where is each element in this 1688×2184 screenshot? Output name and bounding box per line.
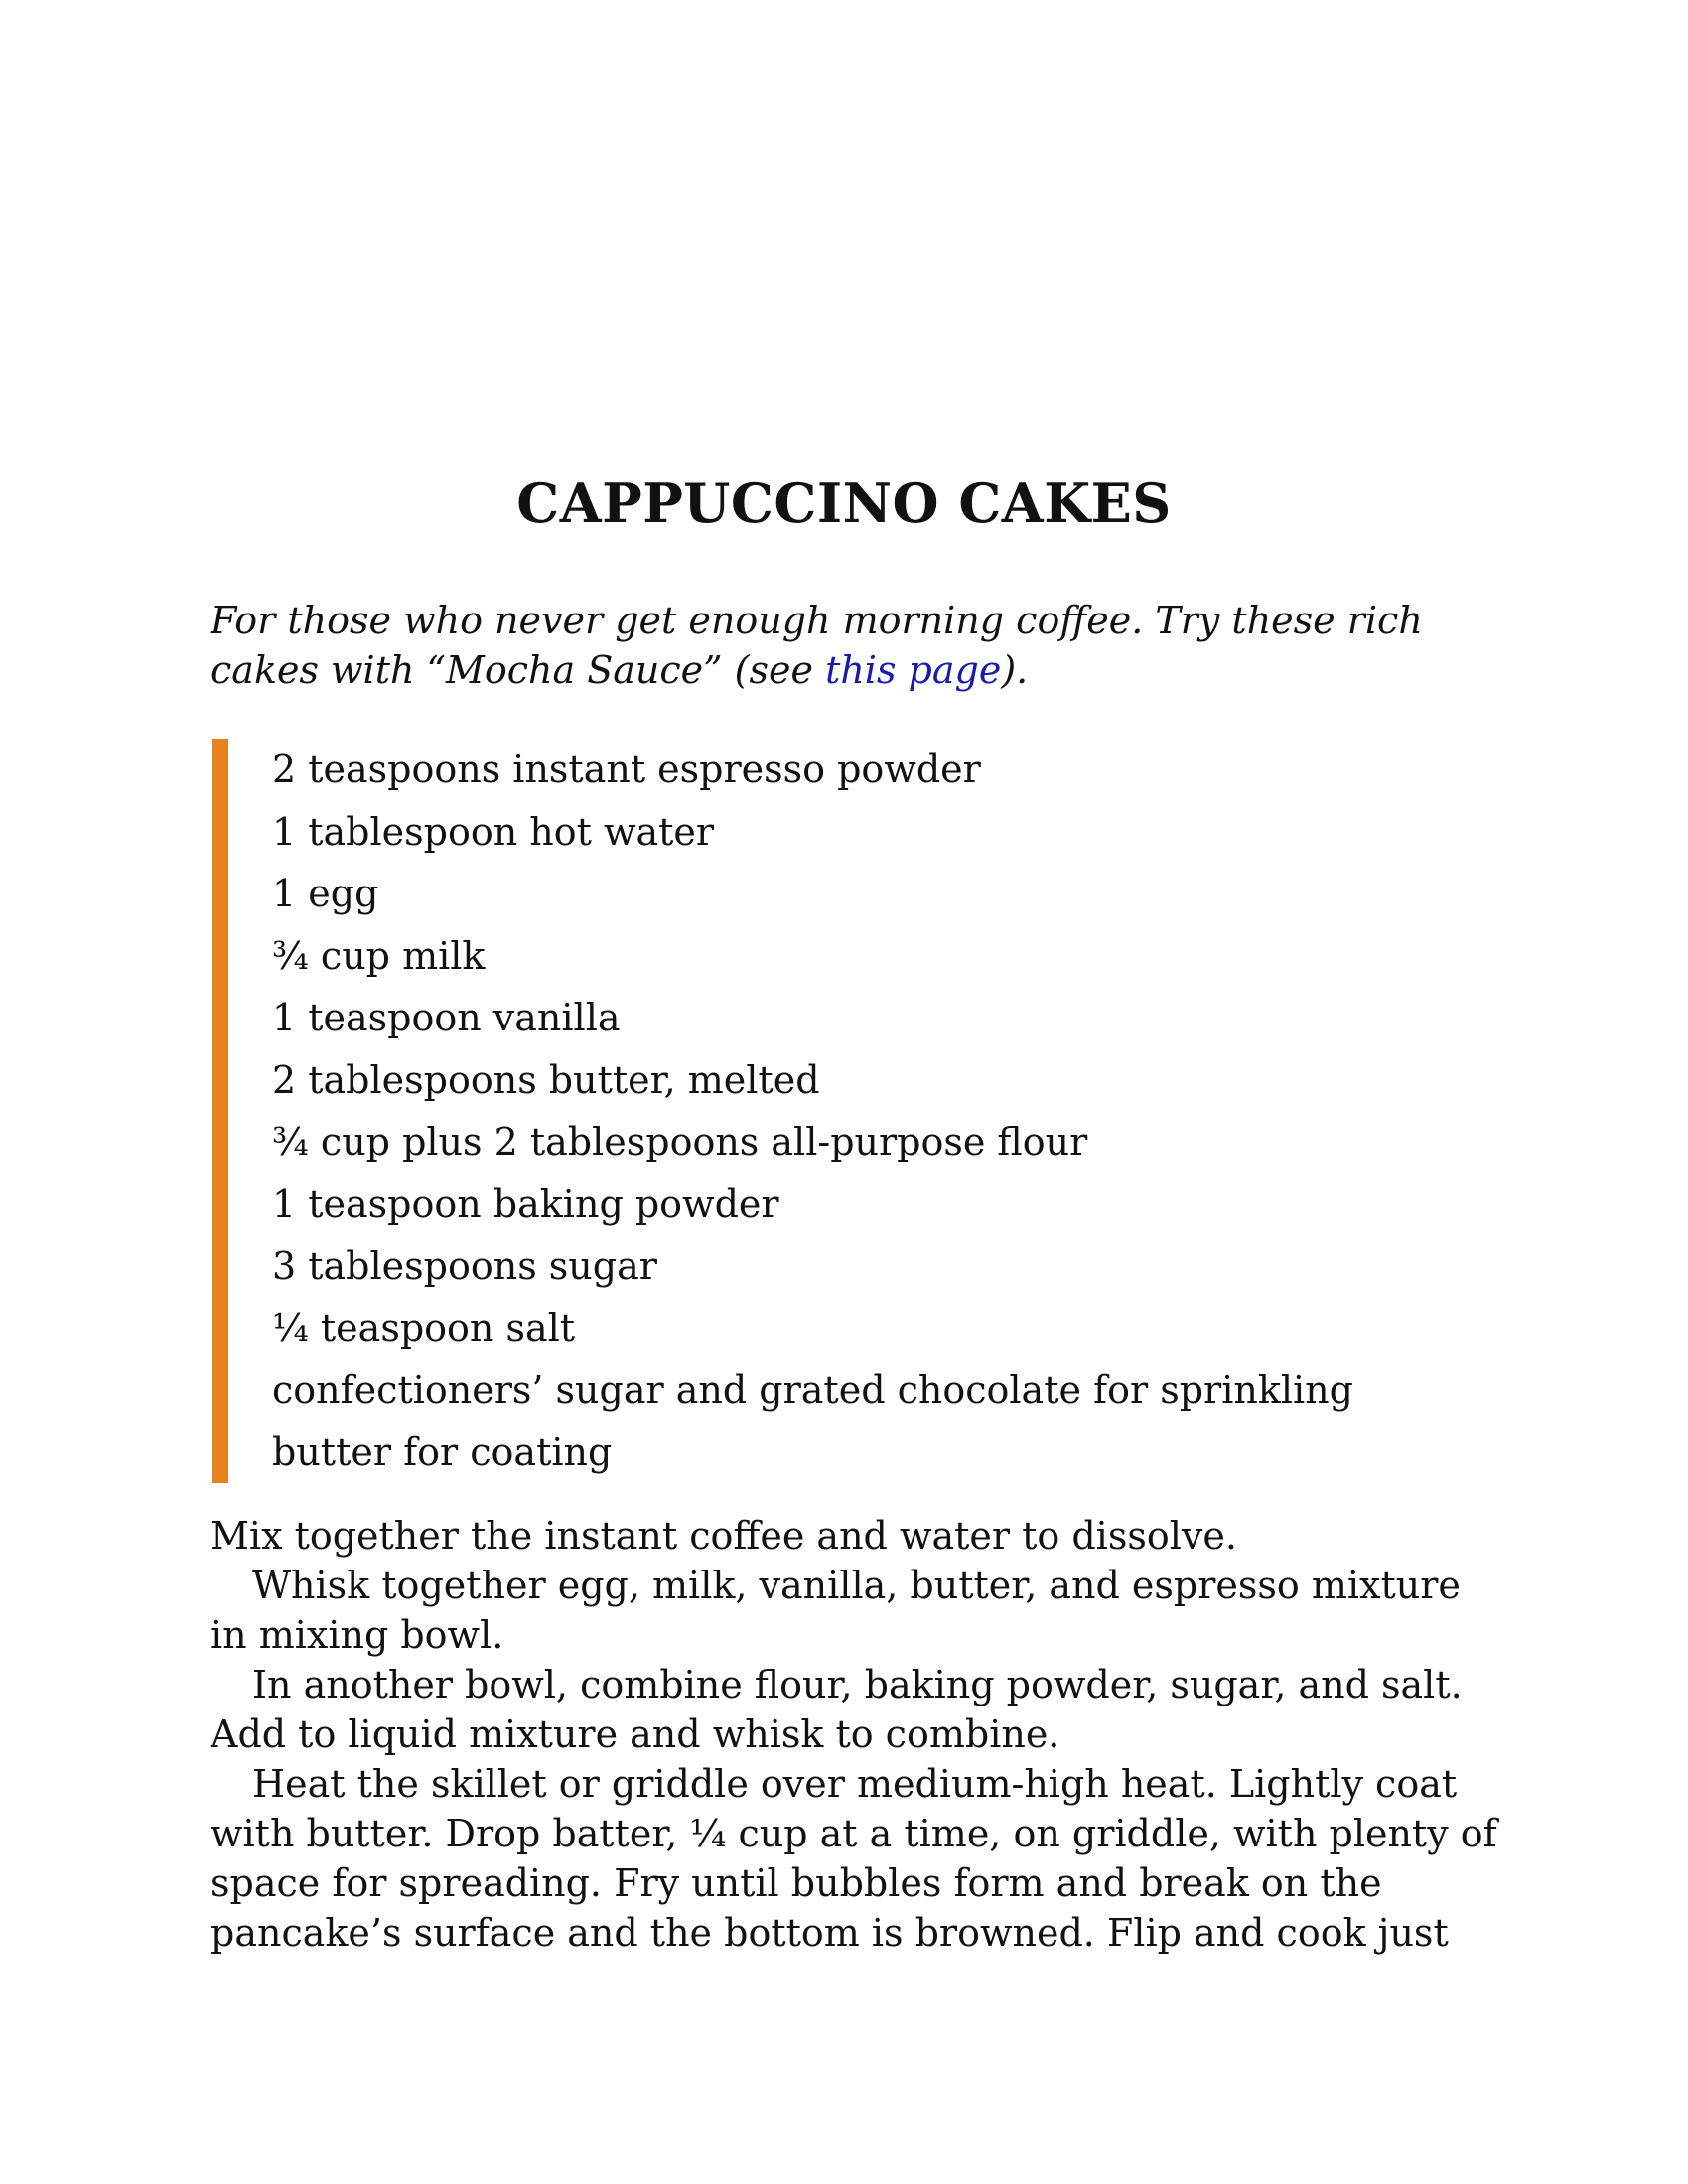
intro-text-end: ).: [1001, 648, 1029, 692]
ingredient-item: ¾ cup milk: [272, 933, 486, 978]
direction-paragraph: Heat the skillet or griddle over medium-high heat. Lightly coat with butter. Drop batter, ¼ cup at a time, on griddle, with plenty of space for spreading. Fry until bubbles form and break on the pancake’s surface and the bottom is browned. Flip and cook just: [211, 1762, 1497, 1955]
ingredient-list: [212, 739, 1479, 1483]
ingredient-item: confectioners’ sugar and grated chocolate for sprinkling: [272, 1368, 1353, 1412]
ingredient-item: ¾ cup plus 2 tablespoons all-purpose flour: [272, 1120, 1088, 1163]
recipe-intro: [211, 596, 1501, 695]
ingredient-item: 2 tablespoons butter, melted: [272, 1057, 820, 1102]
ingredient-item: ¼ teaspoon salt: [272, 1305, 576, 1350]
direction-paragraph: Whisk together egg, milk, vanilla, butter, and espresso mixture in mixing bowl.: [211, 1564, 1461, 1657]
ingredient-item: 1 egg: [272, 872, 379, 915]
mocha-sauce-page-link[interactable]: this page: [825, 648, 1002, 692]
ingredient-item: 1 teaspoon baking powder: [272, 1181, 779, 1226]
direction-paragraph: Mix together the instant coffee and water to dissolve.: [211, 1514, 1237, 1558]
intro-text-start: For those who never get enough morning coffee. Try these rich cakes with “Mocha Sauce” (see: [211, 599, 1423, 692]
ingredient-item: butter for coating: [272, 1430, 613, 1474]
recipe-title: CAPPUCCINO CAKES: [516, 472, 1172, 535]
ingredient-item: 1 teaspoon vanilla: [272, 996, 621, 1039]
recipe-directions: [211, 1511, 1501, 1958]
ingredient-item: 2 teaspoons instant espresso powder: [272, 748, 981, 791]
ingredient-item: 3 tablespoons sugar: [272, 1244, 657, 1288]
direction-paragraph: In another bowl, combine flour, baking powder, sugar, and salt. Add to liquid mixture and whisk to combine.: [211, 1663, 1463, 1756]
ingredient-item: 1 tablespoon hot water: [272, 809, 715, 854]
